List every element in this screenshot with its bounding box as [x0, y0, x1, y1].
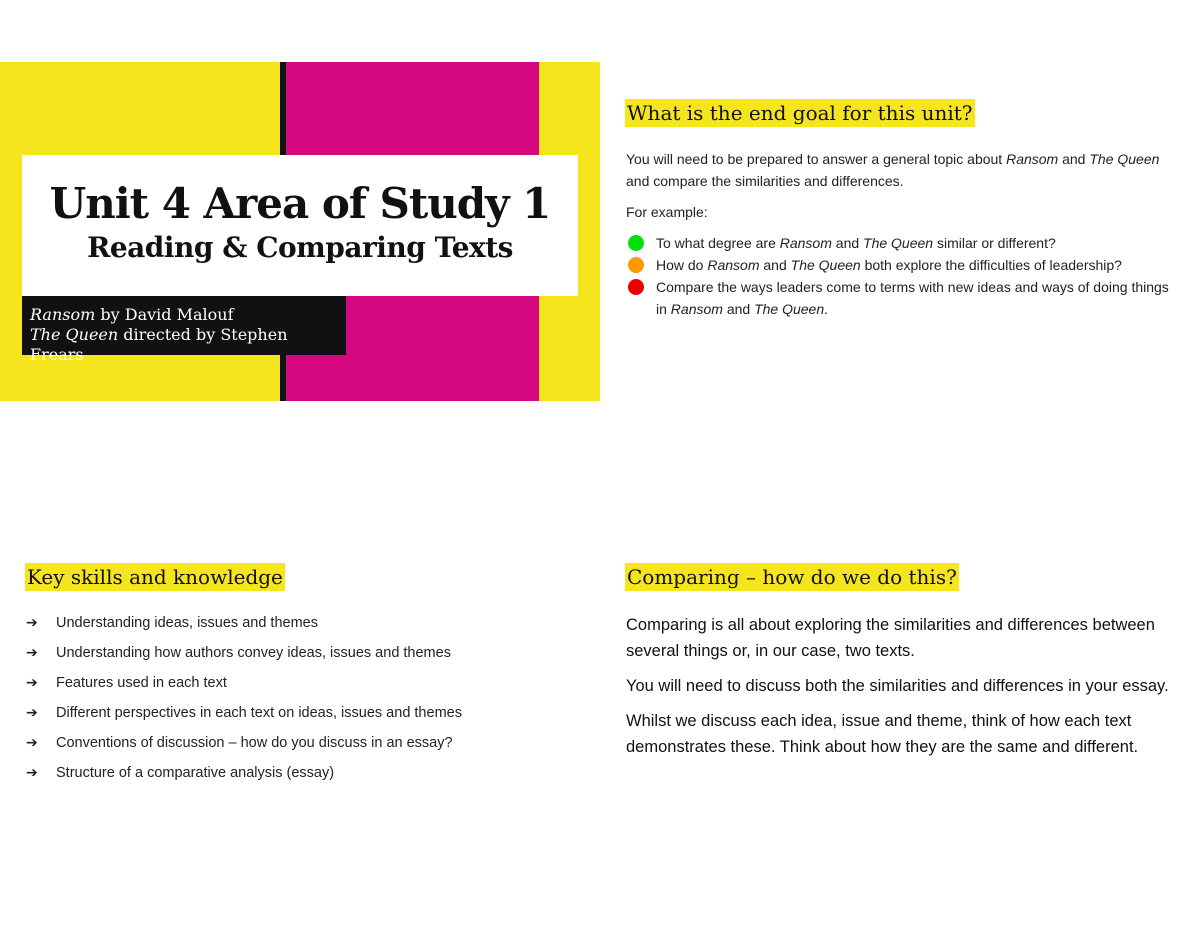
- end-goal-heading: What is the end goal for this unit?: [627, 101, 973, 125]
- arrow-right-icon: ➔: [26, 615, 38, 631]
- item-title: The Queen: [863, 235, 934, 251]
- example-list: [626, 232, 1171, 320]
- slide-title: Unit 4 Area of Study 1: [49, 179, 551, 228]
- list-item: [26, 613, 462, 643]
- item-text: To what degree are: [656, 235, 780, 251]
- key-skills-heading: Key skills and knowledge: [27, 565, 283, 589]
- item-title: Ransom: [670, 301, 723, 317]
- item-text: similar or different?: [933, 235, 1056, 251]
- author-line-2: [30, 325, 346, 365]
- list-item-text: Different perspectives in each text on ideas, issues and themes: [56, 705, 462, 721]
- arrow-right-icon: ➔: [26, 645, 38, 661]
- orange-dot-icon: [628, 257, 644, 273]
- item-text: Compare the ways leaders come to terms with new ideas and ways of doing things in: [656, 279, 1169, 317]
- author-line-2-rest: directed by Stephen Frears: [30, 325, 288, 364]
- list-item-text: Structure of a comparative analysis (essay): [56, 765, 335, 781]
- green-dot-icon: [628, 235, 644, 251]
- list-item-text: Features used in each text: [56, 675, 227, 691]
- arrow-right-icon: ➔: [26, 675, 38, 691]
- paragraph: You will need to discuss both the similarities and differences in your essay.: [626, 677, 1169, 695]
- text-title-ransom: Ransom: [30, 305, 96, 324]
- text-title-queen: The Queen: [30, 325, 119, 344]
- item-text: both explore the difficulties of leadership?: [860, 257, 1122, 273]
- intro-text-1: You will need to be prepared to answer a general topic about: [626, 151, 1007, 167]
- intro-text-2: and: [1058, 151, 1090, 167]
- intro-title-2: The Queen: [1089, 151, 1160, 167]
- comparing-slide: [600, 525, 1200, 864]
- arrow-right-icon: ➔: [26, 765, 38, 781]
- list-item: [26, 673, 462, 703]
- paragraph: Whilst we discuss each idea, issue and theme, think of how each text demonstrates these. Think about how they are the same and different.: [626, 712, 1139, 756]
- list-item: [626, 254, 1171, 276]
- list-item-text: Conventions of discussion – how do you discuss in an essay?: [56, 735, 453, 751]
- slide-subtitle: Reading & Comparing Texts: [87, 231, 513, 265]
- item-title: Ransom: [707, 257, 760, 273]
- paragraph: Comparing is all about exploring the similarities and differences between several things or, in our case, two texts.: [626, 616, 1155, 660]
- list-item: [26, 703, 462, 733]
- item-text: .: [824, 301, 829, 317]
- arrow-right-icon: ➔: [26, 705, 38, 721]
- key-skills-slide: [0, 525, 600, 864]
- title-box: [22, 155, 578, 296]
- item-text: and: [722, 301, 755, 317]
- title-slide: [0, 62, 600, 401]
- comparing-body: [626, 612, 1171, 769]
- list-item: [26, 733, 462, 763]
- author-line-1-rest: by David Malouf: [95, 305, 234, 324]
- end-goal-intro: [626, 148, 1171, 192]
- comparing-heading: Comparing – how do we do this?: [627, 565, 957, 589]
- intro-title-1: Ransom: [1006, 151, 1059, 167]
- end-goal-body: [626, 148, 1171, 320]
- key-skills-list: [26, 613, 462, 793]
- red-dot-icon: [628, 279, 644, 295]
- author-line-1: [30, 305, 346, 325]
- item-text: How do: [656, 257, 708, 273]
- end-goal-slide: [600, 62, 1200, 401]
- list-item-text: Understanding how authors convey ideas, issues and themes: [56, 645, 451, 661]
- item-title: Ransom: [779, 235, 832, 251]
- item-text: and: [759, 257, 791, 273]
- list-item: [626, 276, 1171, 320]
- list-item-text: Understanding ideas, issues and themes: [56, 615, 318, 631]
- item-title: The Queen: [754, 301, 825, 317]
- item-title: The Queen: [790, 257, 861, 273]
- list-item: [26, 643, 462, 673]
- author-box: [22, 296, 346, 364]
- list-item: [26, 763, 462, 793]
- list-item: [626, 232, 1171, 254]
- item-text: and: [831, 235, 864, 251]
- example-label: For example:: [626, 204, 708, 220]
- arrow-right-icon: ➔: [26, 735, 38, 751]
- intro-text-3: and compare the similarities and differences.: [626, 173, 904, 189]
